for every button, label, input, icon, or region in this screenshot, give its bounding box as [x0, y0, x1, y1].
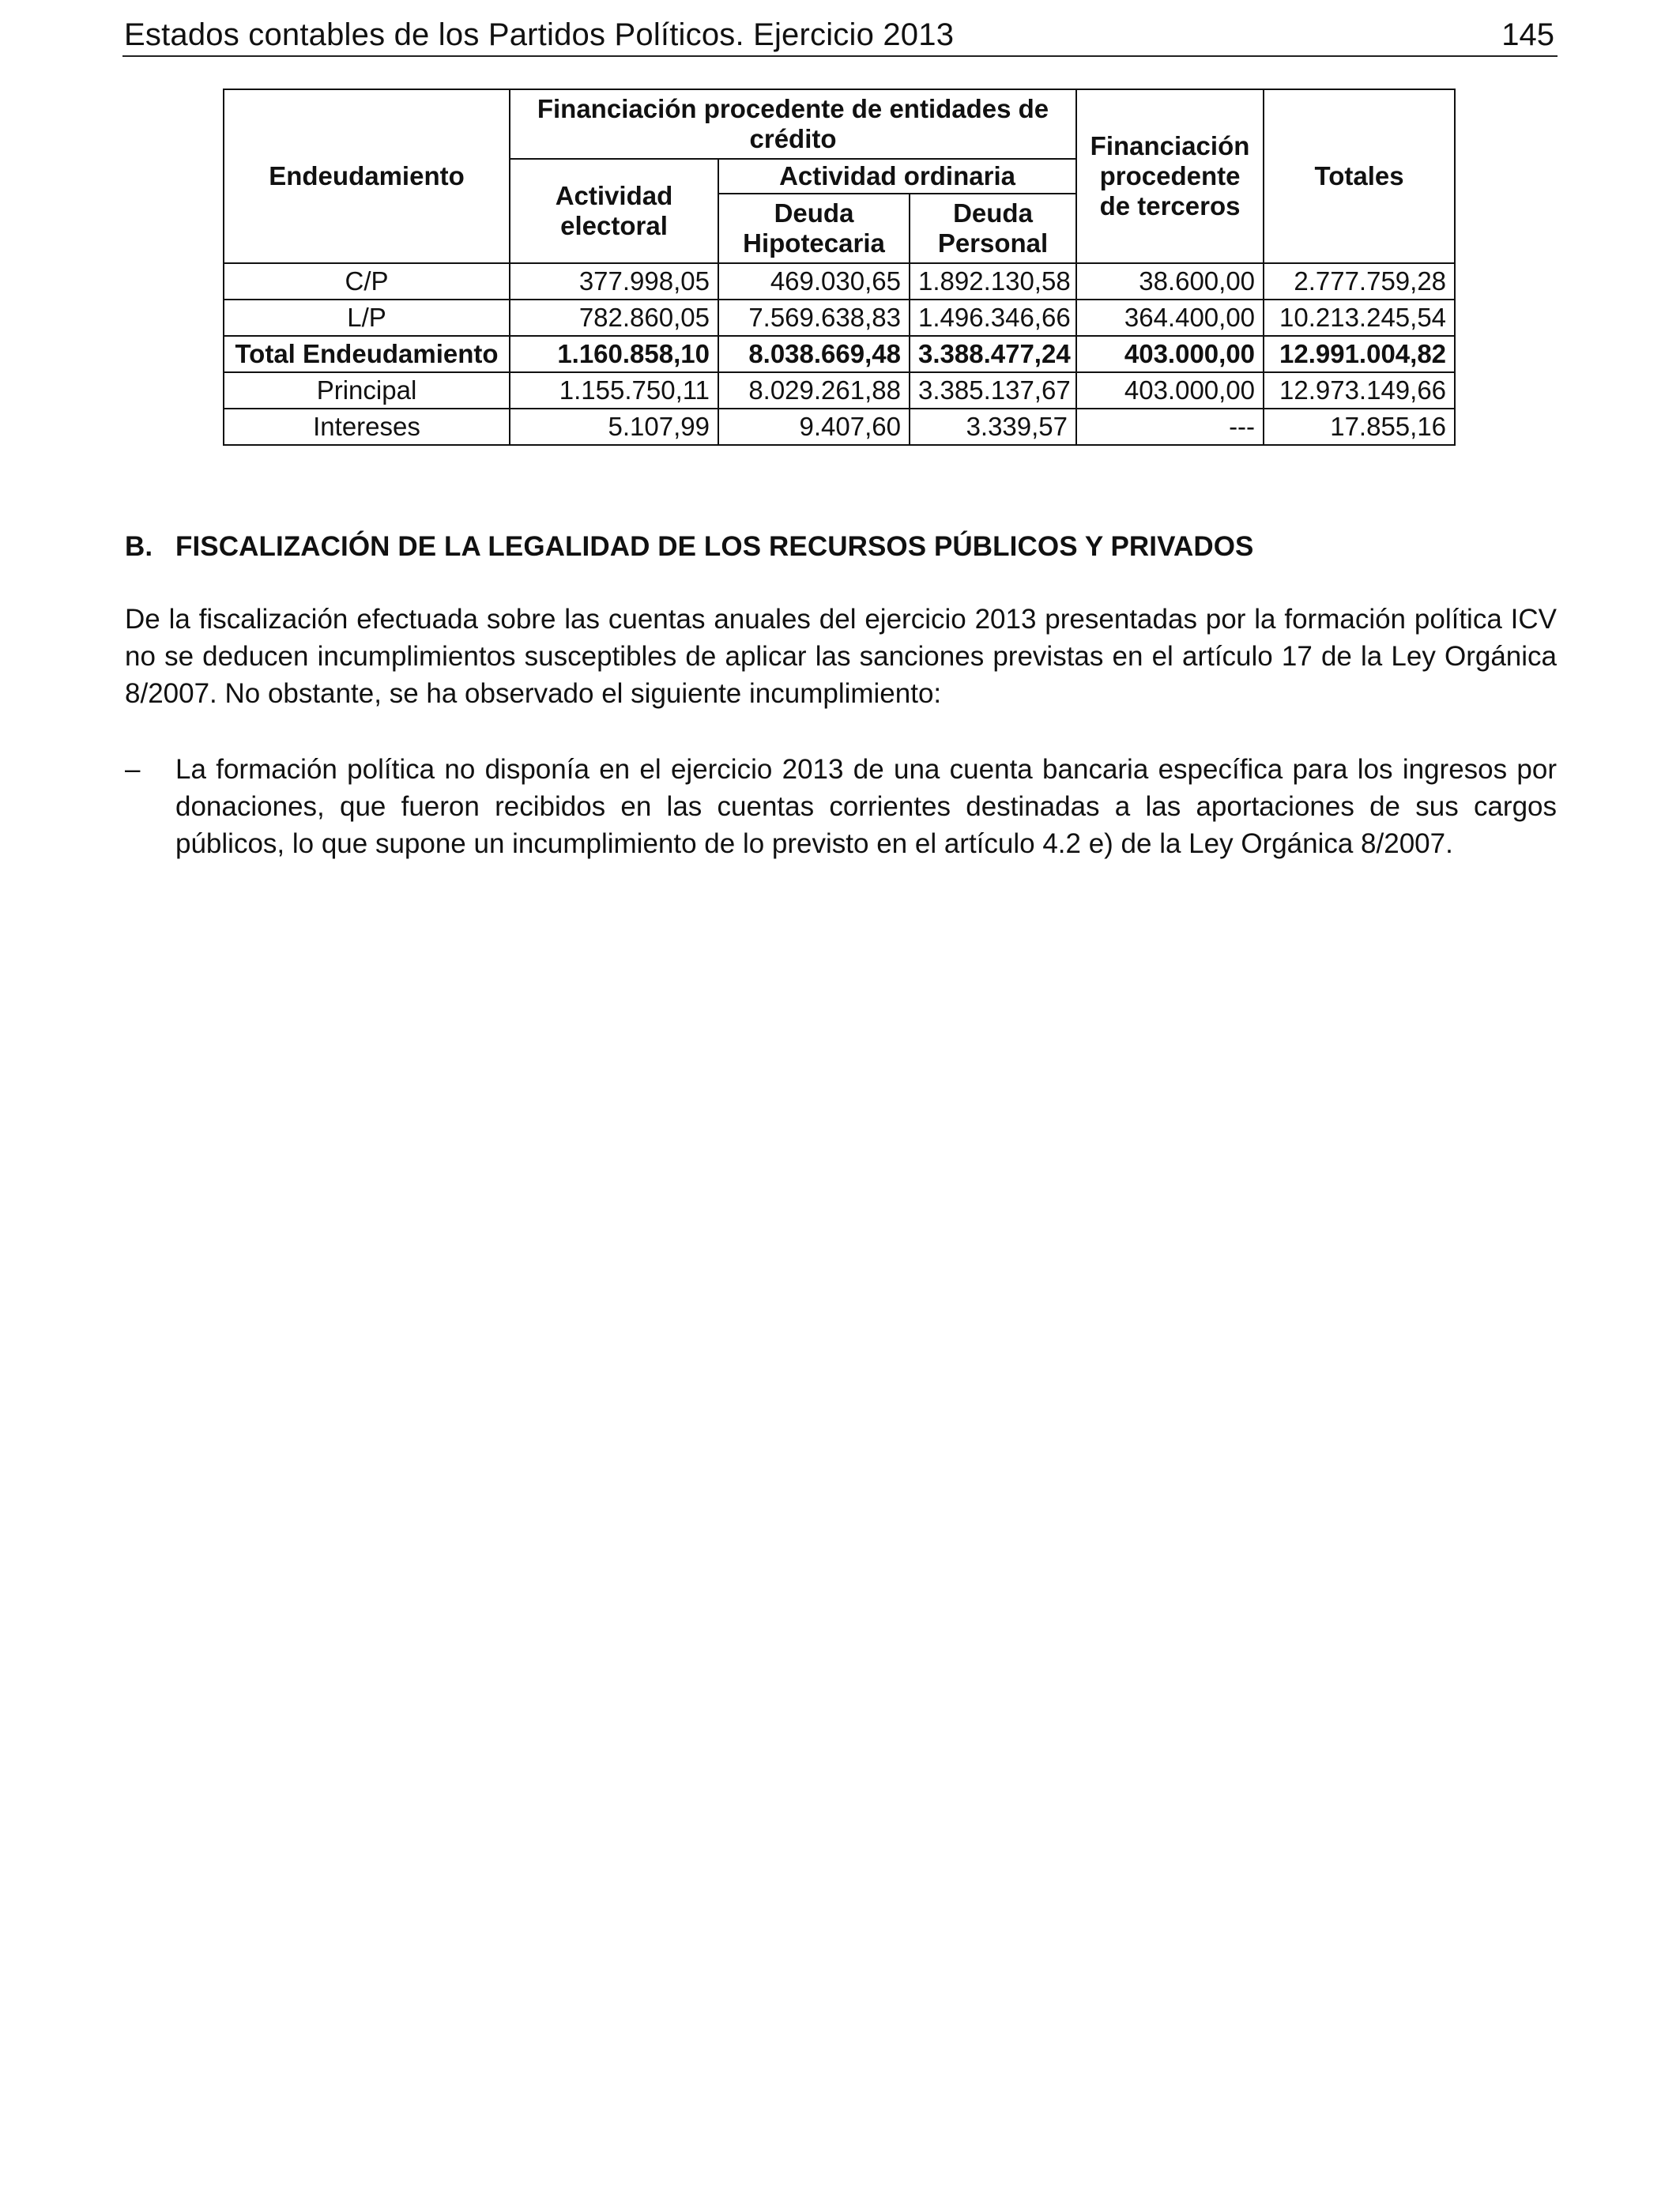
- table-row: [224, 372, 1455, 409]
- cell-electoral: 377.998,05: [510, 263, 718, 300]
- cell-personal: 3.388.477,24: [910, 336, 1076, 372]
- section-letter: B.: [125, 531, 153, 562]
- cell-personal: 3.385.137,67: [910, 372, 1076, 409]
- cell-hipotecaria: 8.038.669,48: [718, 336, 910, 372]
- cell-personal: 1.892.130,58: [910, 263, 1076, 300]
- header-deuda-personal: Deuda Personal: [910, 194, 1076, 263]
- header-financiacion-terceros: Financiación procedente de terceros: [1076, 89, 1264, 263]
- cell-hipotecaria: 469.030,65: [718, 263, 910, 300]
- cell-terceros: 403.000,00: [1076, 336, 1264, 372]
- row-label: Intereses: [224, 409, 510, 445]
- cell-totales: 12.991.004,82: [1264, 336, 1455, 372]
- row-label: C/P: [224, 263, 510, 300]
- list-item-text: La formación política no disponía en el ejercicio 2013 de una cuenta bancaria específica para los ingresos por donaciones, que fueron recibidos en las cuentas corrientes destinadas a las aportaciones de sus cargos públicos, lo que supone un incumplimiento de lo previsto en el artículo 4.2 e) de la Ley Orgánica 8/2007.: [175, 754, 1557, 859]
- cell-terceros: 38.600,00: [1076, 263, 1264, 300]
- header-totales: Totales: [1264, 89, 1455, 263]
- cell-personal: 1.496.346,66: [910, 300, 1076, 336]
- cell-electoral: 5.107,99: [510, 409, 718, 445]
- header-financiacion-entidades: Financiación procedente de entidades de crédito: [510, 89, 1076, 159]
- row-label: Principal: [224, 372, 510, 409]
- cell-totales: 2.777.759,28: [1264, 263, 1455, 300]
- page-header: [122, 14, 1558, 57]
- section-heading: [125, 531, 1253, 563]
- cell-hipotecaria: 8.029.261,88: [718, 372, 910, 409]
- row-label: Total Endeudamiento: [224, 336, 510, 372]
- page-number: 145: [1501, 17, 1554, 52]
- section-title: FISCALIZACIÓN DE LA LEGALIDAD DE LOS RECURSOS PÚBLICOS Y PRIVADOS: [175, 531, 1254, 562]
- cell-totales: 17.855,16: [1264, 409, 1455, 445]
- cell-terceros: 364.400,00: [1076, 300, 1264, 336]
- dash-bullet: –: [125, 754, 141, 785]
- header-actividad-ordinaria: Actividad ordinaria: [718, 159, 1076, 194]
- table-row: [224, 300, 1455, 336]
- debt-table: [223, 89, 1456, 446]
- list-item: [125, 751, 1557, 862]
- row-label: L/P: [224, 300, 510, 336]
- page-header-title: Estados contables de los Partidos Políticos. Ejercicio 2013: [124, 17, 955, 52]
- table-row-total: [224, 336, 1455, 372]
- cell-terceros: 403.000,00: [1076, 372, 1264, 409]
- header-deuda-hipotecaria: Deuda Hipotecaria: [718, 194, 910, 263]
- header-actividad-electoral: Actividad electoral: [510, 159, 718, 263]
- cell-personal: 3.339,57: [910, 409, 1076, 445]
- table-row: [224, 263, 1455, 300]
- cell-terceros: ---: [1076, 409, 1264, 445]
- cell-totales: 10.213.245,54: [1264, 300, 1455, 336]
- cell-electoral: 1.155.750,11: [510, 372, 718, 409]
- cell-hipotecaria: 9.407,60: [718, 409, 910, 445]
- cell-electoral: 782.860,05: [510, 300, 718, 336]
- header-endeudamiento: Endeudamiento: [224, 89, 510, 263]
- cell-totales: 12.973.149,66: [1264, 372, 1455, 409]
- body-paragraph: De la fiscalización efectuada sobre las cuentas anuales del ejercicio 2013 presentadas por la formación política ICV no se deducen incumplimientos susceptibles de aplicar las sanciones previstas en el artículo 17 de la Ley Orgánica 8/2007. No obstante, se ha observado el siguiente incumplimiento:: [125, 604, 1557, 709]
- cell-electoral: 1.160.858,10: [510, 336, 718, 372]
- cell-hipotecaria: 7.569.638,83: [718, 300, 910, 336]
- table-row: [224, 409, 1455, 445]
